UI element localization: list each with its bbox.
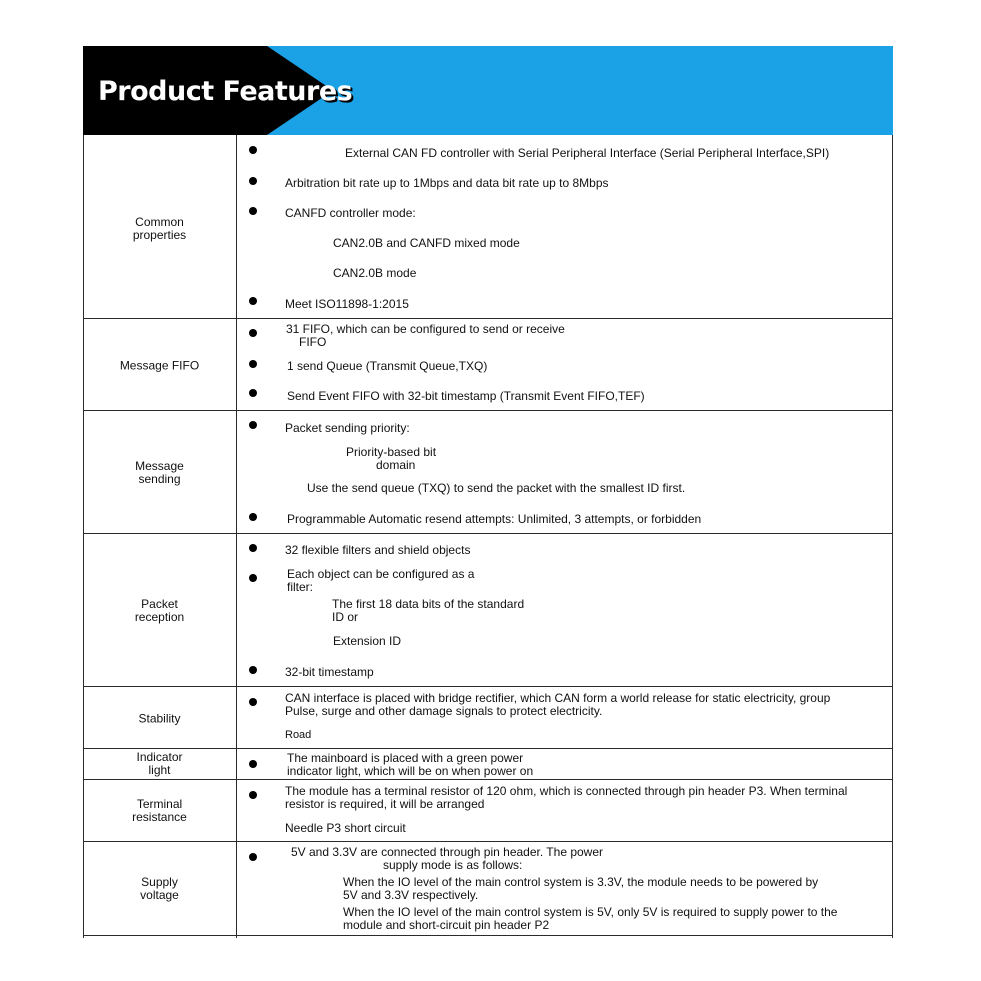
category-message-fifo bbox=[83, 360, 236, 373]
bullet-icon bbox=[249, 177, 257, 185]
row-divider bbox=[83, 841, 893, 842]
category-label-line: Message bbox=[135, 459, 184, 473]
feature-line: CAN interface is placed with bridge rectifier, which CAN form a world release for static electricity, group bbox=[285, 691, 831, 705]
category-label-line: light bbox=[148, 763, 171, 777]
category-label-line: Terminal bbox=[136, 797, 183, 811]
feature-line: indicator light, which will be on when power on bbox=[287, 764, 534, 778]
category-label-line: Packet bbox=[141, 597, 178, 611]
feature-sub-line: When the IO level of the main control system is 3.3V, the module needs to be powered by bbox=[343, 875, 819, 889]
bullet-icon bbox=[249, 360, 257, 368]
feature-sub-line: module and short-circuit pin header P2 bbox=[343, 918, 550, 932]
bullet-icon bbox=[249, 329, 257, 337]
feature-line: 1 send Queue (Transmit Queue,TXQ) bbox=[287, 359, 488, 373]
product-features-sheet bbox=[83, 46, 893, 938]
category-label-line: properties bbox=[132, 228, 187, 242]
category-label-line: Message FIFO bbox=[119, 358, 200, 373]
feature-line: Programmable Automatic resend attempts: Unlimited, 3 attempts, or forbidden bbox=[287, 512, 702, 526]
feature-sub-line: Extension ID bbox=[333, 634, 402, 648]
category-label-line: resistance bbox=[132, 810, 187, 824]
bullet-icon bbox=[249, 146, 257, 154]
bullet-icon bbox=[249, 698, 257, 706]
feature-line: resistor is required, it will be arranged bbox=[285, 797, 485, 811]
category-label-line: Stability bbox=[138, 711, 181, 726]
category-supply-voltage bbox=[83, 876, 236, 902]
feature-line: Each object can be configured as a bbox=[287, 567, 475, 581]
feature-line: Arbitration bit rate up to 1Mbps and data bit rate up to 8Mbps bbox=[285, 176, 609, 190]
row-divider bbox=[83, 533, 893, 534]
feature-line: 31 FIFO, which can be configured to send or receive bbox=[286, 322, 565, 336]
category-packet-reception bbox=[83, 598, 236, 624]
bullet-icon bbox=[249, 297, 257, 305]
bullet-icon bbox=[249, 574, 257, 582]
feature-line: 32 flexible filters and shield objects bbox=[285, 543, 471, 557]
feature-sub-line: CAN2.0B mode bbox=[333, 266, 417, 280]
bullet-icon bbox=[249, 544, 257, 552]
feature-sub-line: Use the send queue (TXQ) to send the packet with the smallest ID first. bbox=[307, 481, 686, 495]
feature-line: filter: bbox=[287, 580, 314, 594]
feature-sub-line: When the IO level of the main control system is 5V, only 5V is required to supply power to the bbox=[343, 905, 838, 919]
bullet-icon bbox=[249, 513, 257, 521]
table-bottom-border bbox=[83, 935, 893, 936]
category-label-line: voltage bbox=[140, 888, 179, 902]
feature-line: 5V and 3.3V are connected through pin header. The power bbox=[291, 845, 604, 859]
bullet-icon bbox=[249, 760, 257, 768]
table-column-divider bbox=[236, 135, 237, 938]
category-label-line: Indicator bbox=[136, 750, 183, 764]
feature-line: FIFO bbox=[299, 335, 327, 349]
feature-line: Needle P3 short circuit bbox=[285, 821, 406, 835]
row-divider bbox=[83, 748, 893, 749]
bullet-icon bbox=[249, 791, 257, 799]
category-label-line: Supply bbox=[141, 875, 178, 889]
header-banner bbox=[83, 46, 893, 135]
row-divider bbox=[83, 686, 893, 687]
bullet-icon bbox=[249, 207, 257, 215]
category-terminal-resistance bbox=[83, 798, 236, 824]
category-message-sending bbox=[83, 460, 236, 486]
feature-line: Pulse, surge and other damage signals to protect electricity. bbox=[285, 704, 603, 718]
bullet-icon bbox=[249, 853, 257, 861]
category-indicator-light bbox=[83, 751, 236, 777]
bullet-icon bbox=[249, 666, 257, 674]
category-label-line: reception bbox=[134, 610, 185, 624]
feature-line: The module has a terminal resistor of 120 ohm, which is connected through pin header P3. When terminal bbox=[285, 784, 848, 798]
category-label-line: sending bbox=[138, 472, 181, 486]
feature-line: Road bbox=[285, 729, 312, 741]
feature-sub-line: ID or bbox=[332, 610, 359, 624]
bullet-icon bbox=[249, 389, 257, 397]
feature-line: External CAN FD controller with Serial Peripheral Interface (Serial Peripheral Interface,SPI) bbox=[345, 146, 830, 160]
feature-line: Send Event FIFO with 32-bit timestamp (Transmit Event FIFO,TEF) bbox=[287, 389, 645, 403]
feature-sub-line: 5V and 3.3V respectively. bbox=[343, 888, 479, 902]
row-divider bbox=[83, 410, 893, 411]
row-divider bbox=[83, 318, 893, 319]
feature-sub-line: Priority-based bit bbox=[346, 445, 437, 459]
feature-line: supply mode is as follows: bbox=[383, 858, 523, 872]
feature-line: CANFD controller mode: bbox=[285, 206, 416, 220]
feature-line: Meet ISO11898-1:2015 bbox=[285, 297, 409, 311]
bullet-icon bbox=[249, 421, 257, 429]
feature-line: 32-bit timestamp bbox=[285, 665, 374, 679]
page-title: Product Features bbox=[98, 76, 353, 107]
feature-sub-line: CAN2.0B and CANFD mixed mode bbox=[333, 236, 520, 250]
category-common-properties bbox=[83, 216, 236, 242]
feature-sub-line: domain bbox=[376, 458, 416, 472]
category-stability bbox=[83, 713, 236, 726]
row-divider bbox=[83, 779, 893, 780]
feature-line: The mainboard is placed with a green power bbox=[287, 751, 524, 765]
feature-line: Packet sending priority: bbox=[285, 421, 410, 435]
table-right-border bbox=[892, 135, 893, 938]
feature-sub-line: The first 18 data bits of the standard bbox=[332, 597, 525, 611]
category-label-line: Common bbox=[135, 215, 184, 229]
